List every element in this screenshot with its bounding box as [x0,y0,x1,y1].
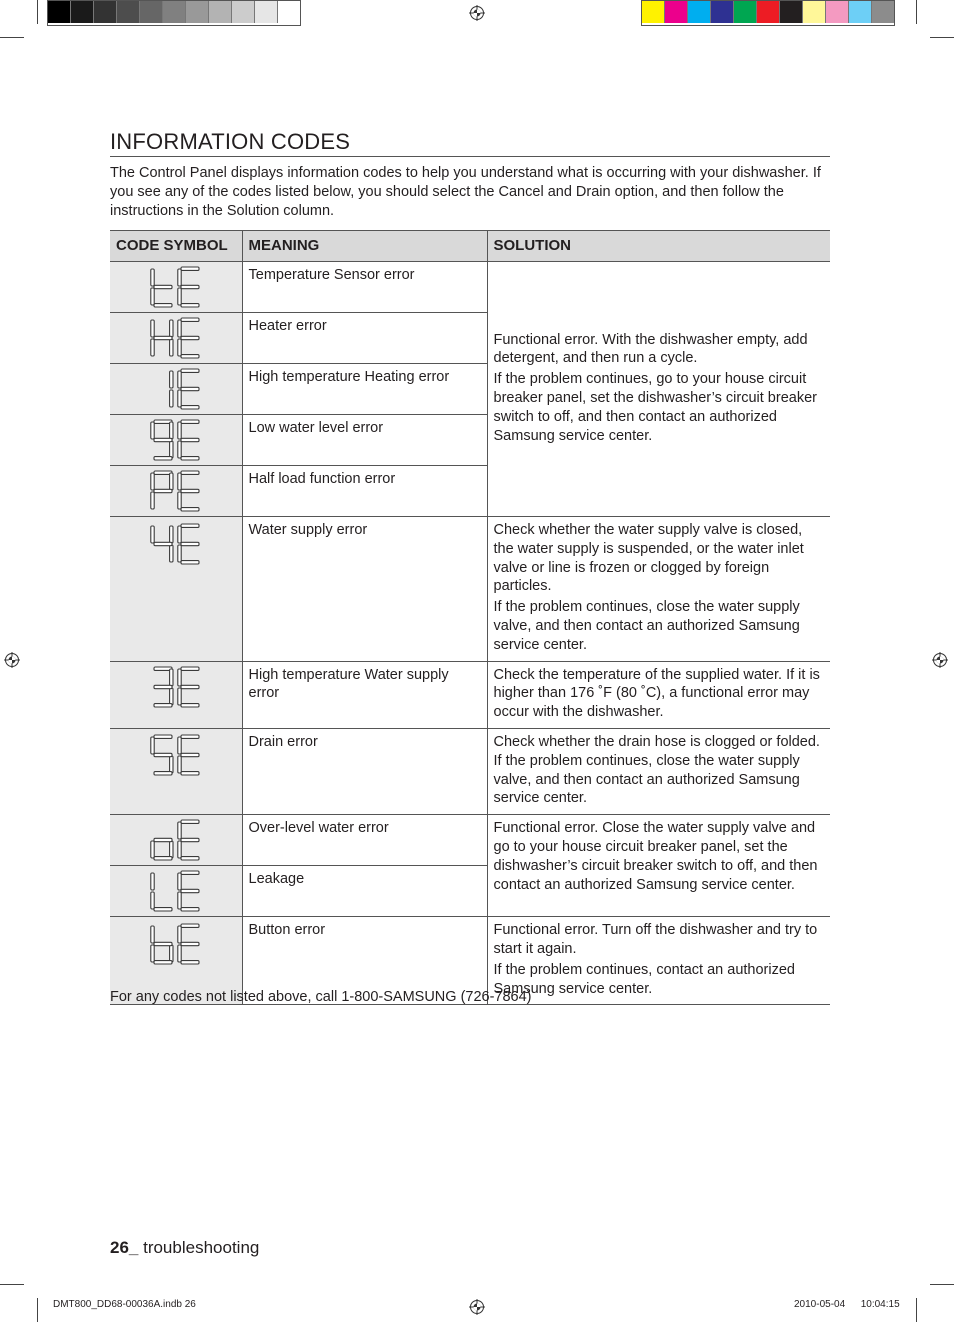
crop-mark [0,1284,24,1285]
color-swatch [71,1,94,23]
seven-segment-code-icon [150,819,202,861]
color-swatch [849,1,872,23]
meaning-cell: Half load function error [242,466,487,517]
footnote: For any codes not listed above, call 1-800-SAMSUNG (726-7864) [110,989,532,1005]
registration-mark-icon [932,652,948,668]
code-symbol [110,728,242,814]
registration-mark-icon [469,5,485,21]
code-symbol [110,262,242,313]
seven-segment-code-icon [150,368,202,410]
seven-segment-code-icon [150,734,202,776]
solution-cell [487,262,830,517]
seven-segment-code-icon [150,317,202,359]
crop-mark [930,1284,954,1285]
table-row [110,517,830,662]
page-title: INFORMATION CODES [110,129,830,157]
solution-text: If the problem continues, go to your house circuit breaker panel, set the dishwasher’s circuit breaker switch to off, and then contact an authorized Samsung service center. [493,371,817,444]
color-swatch [734,1,757,23]
color-swatch [872,1,894,23]
crop-mark [930,37,954,38]
slug-left: DMT800_DD68-00036A.indb 26 [53,1299,196,1310]
table-row [110,728,830,814]
code-symbol [110,415,242,466]
table-row [110,815,830,866]
solution-cell [487,917,830,1005]
seven-segment-code-icon [150,523,202,565]
color-swatch [94,1,117,23]
header-solution: SOLUTION [487,231,830,262]
meaning-cell: Drain error [242,728,487,814]
registration-mark-icon [4,652,20,668]
table-row [110,262,830,313]
solution-cell [487,517,830,662]
information-codes-table [110,230,830,1005]
color-swatch [232,1,255,23]
color-swatch [163,1,186,23]
table-row [110,661,830,728]
meaning-cell: High temperature Heating error [242,364,487,415]
seven-segment-code-icon [150,870,202,912]
solution-text: Check the temperature of the supplied water. If it is higher than 176 ˚F (80 ˚C), a functional error may occur with the dishwasher. [493,666,820,721]
meaning-cell: Button error [242,917,487,1005]
code-symbol [110,466,242,517]
color-swatch [711,1,734,23]
color-swatch [48,1,71,23]
solution-text: If the problem continues, close the water supply valve, and then contact an authorized Samsung service center. [493,599,800,653]
color-swatch [642,1,665,23]
crop-mark [0,37,24,38]
solution-text: Functional error. Turn off the dishwasher and try to start it again. [493,922,818,957]
grayscale-bar [47,0,301,26]
solution-text: Functional error. With the dishwasher empty, add detergent, and then run a cycle. [493,331,808,367]
seven-segment-code-icon [150,470,202,512]
code-symbol [110,661,242,728]
color-swatch [186,1,209,23]
seven-segment-code-icon [150,266,202,308]
crop-mark [916,0,917,24]
seven-segment-code-icon [150,923,202,965]
meaning-cell: Leakage [242,866,487,917]
page-number: 26_ [110,1238,139,1257]
solution-text: If the problem continues, contact an authorized Samsung service center. [493,961,795,997]
color-swatch [209,1,232,23]
solution-cell [487,815,830,917]
solution-cell [487,661,830,728]
header-meaning: MEANING [242,231,487,262]
color-swatch [757,1,780,23]
registration-mark-icon [469,1299,485,1315]
page-footer [110,1238,259,1258]
solution-text: Check whether the drain hose is clogged or folded. If the problem continues, close the water supply valve, and then contact an authorized Samsung service center. [493,733,820,807]
code-symbol [110,815,242,866]
seven-segment-code-icon [150,666,202,708]
table-header-row [110,231,830,262]
color-bar [641,0,895,26]
meaning-cell: Heater error [242,313,487,364]
color-swatch [780,1,803,23]
solution-text: Check whether the water supply valve is closed, the water supply is suspended, or the water inlet valve or line is frozen or clogged by foreign particles. [493,522,804,595]
meaning-cell: Low water level error [242,415,487,466]
code-symbol [110,517,242,662]
color-swatch [117,1,140,23]
color-swatch [140,1,163,23]
crop-mark [916,1298,917,1322]
color-swatch [665,1,688,23]
meaning-cell: Water supply error [242,517,487,662]
crop-mark [37,0,38,24]
color-swatch [803,1,826,23]
meaning-cell: High temperature Water supply error [242,661,487,728]
crop-mark [37,1298,38,1322]
code-symbol [110,313,242,364]
section-name: troubleshooting [138,1238,260,1257]
seven-segment-code-icon [150,419,202,461]
meaning-cell: Over-level water error [242,815,487,866]
slug-right: 2010-05-04 10:04:15 [794,1299,900,1310]
solution-cell [487,728,830,814]
color-swatch [688,1,711,23]
meaning-cell: Temperature Sensor error [242,262,487,313]
solution-text: Functional error. Close the water supply valve and go to your house circuit breaker panel, set the dishwasher’s circuit breaker switch to off, and then contact an authorized Samsung service center. [493,820,818,893]
code-symbol [110,364,242,415]
color-swatch [826,1,849,23]
intro-paragraph: The Control Panel displays information codes to help you understand what is occurring with your dishwasher. If you see any of the codes listed below, you should select the Cancel and Drain option, and then follow the instructions in the Solution column. [110,165,821,219]
color-swatch [255,1,278,23]
color-swatch [278,1,300,23]
header-code-symbol: CODE SYMBOL [110,231,242,262]
code-symbol [110,866,242,917]
